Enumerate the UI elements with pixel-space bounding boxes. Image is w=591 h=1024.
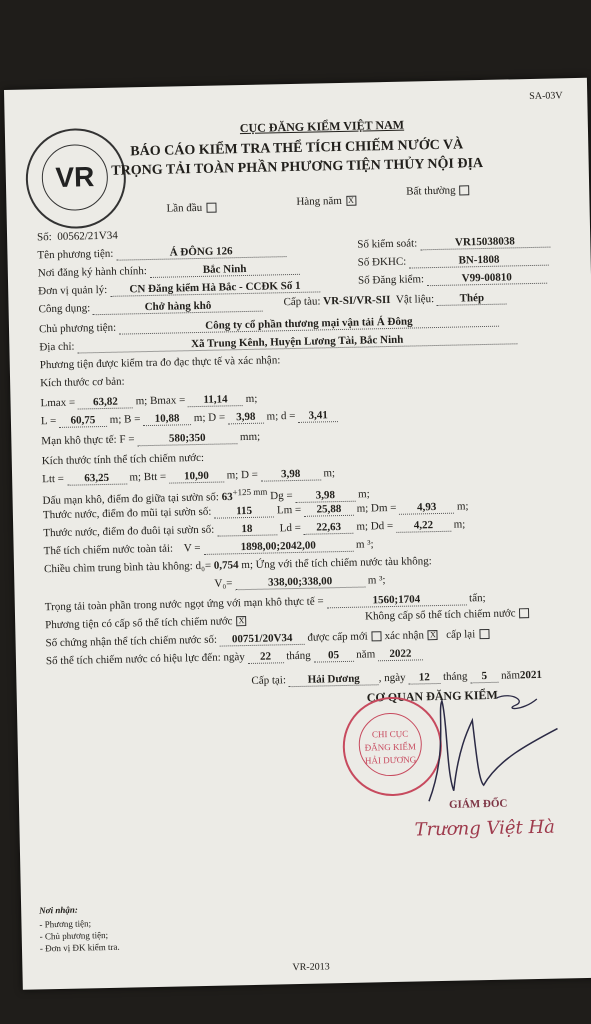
director-name: Trương Việt Hà <box>414 816 556 841</box>
recipient-item: - Đơn vị ĐK kiểm tra. <box>39 941 120 954</box>
doc-number-row: Số: 00562/21V34 <box>36 229 118 244</box>
volume-row: Thể tích chiếm nước toàn tải: V = 1898,00;2042,00 m ³; <box>43 538 374 558</box>
address-row: Địa chỉ: Xã Trung Kênh, Huyện Lương Tài, Bắc Ninh <box>39 331 517 354</box>
check-irregular: Bất thường <box>406 184 470 197</box>
material: Thép <box>437 292 507 306</box>
measured-note: Phương tiện được kiểm tra đo đạc thực tế và xác nhận: <box>39 354 281 372</box>
check-annual: Hàng năm X <box>296 195 356 208</box>
btt-value: 10,90 <box>169 469 224 483</box>
managing-unit: CN Đăng kiểm Hà Bắc - CCĐK Số 1 <box>110 279 320 296</box>
d-value: 3,98 <box>228 411 264 425</box>
title-line-2: TRỌNG TẢI TOÀN PHẦN PHƯƠNG TIỆN THỦY NỘI ĐỊA <box>111 155 484 179</box>
valid-month: 05 <box>313 649 353 663</box>
stern-frame: 18 <box>217 522 277 536</box>
vessel-class: VR-SI/VR-SII <box>323 293 391 308</box>
control-no-row: Số kiểm soát: VR15038038 <box>357 235 550 252</box>
ltt-value: 63,25 <box>67 472 127 486</box>
signature-scribble <box>397 688 569 812</box>
freeboard-mid-row: Dấu mạn khô, điểm đo giữa tại sườn số: $63^{+125 mm}$ Dg = 3,98 m; <box>42 486 370 507</box>
control-no: VR15038038 <box>420 235 550 251</box>
no-book-row: Không cấp sổ thể tích chiếm nước <box>365 607 530 622</box>
mean-draft-row: Chiều chìm trung bình tàu không: d₀= 0,754 m; Ứng với thể tích chiếm nước tàu không: <box>43 555 432 576</box>
deadweight-row: Trọng tải toàn phần trong nước ngọt ứng với mạn khô thực tế = 1560;1704 tấn; <box>44 592 486 614</box>
has-book-box[interactable]: X <box>236 617 246 627</box>
admin-reg-row: Nơi đăng ký hành chính: Bắc Ninh <box>38 262 300 280</box>
has-book-row: Phương tiện có cấp sổ thể tích chiếm nước X <box>45 615 247 631</box>
issue-place: Hải Dương <box>289 672 379 687</box>
issue-month: 5 <box>470 670 498 684</box>
valid-year: 2022 <box>378 647 423 661</box>
recipient-item: - Phương tiện; <box>39 918 92 930</box>
cert-row: Số chứng nhận thể tích chiếm nước số: 00751/20V34 được cấp mới xác nhận X cấp lại <box>45 628 489 650</box>
issue-day: 12 <box>408 671 440 685</box>
basic-dims-label: Kích thước cơ bản: <box>40 375 125 390</box>
valid-day: 22 <box>247 650 283 664</box>
vr-logo-mark: VR <box>41 144 108 211</box>
cert-number: 00751/20V34 <box>220 632 305 647</box>
dm-value: 4,93 <box>399 501 454 515</box>
empty-volume: 338,00;338,00 <box>235 575 365 591</box>
recipient-item: - Chủ phương tiện; <box>39 930 109 942</box>
calc-dims-label: Kích thước tính thể tích chiếm nước: <box>41 451 205 468</box>
dd-value: 4,22 <box>396 519 451 533</box>
check-first-box[interactable] <box>206 203 216 213</box>
calc-dims-row: Ltt = 63,25 m; Btt = 10,90 m; D = 3,98 m; <box>42 467 336 486</box>
doc-number: 00562/21V34 <box>57 229 118 243</box>
unit-row: Đơn vị quản lý: CN Đăng kiểm Hà Bắc - CCĐK Số 1 <box>38 279 320 298</box>
usage: Chở hàng khô <box>93 299 263 316</box>
vessel-owner: Công ty cổ phần thương mại vận tải Á Đông <box>119 314 499 335</box>
v0-row: V₀= 338,00;338,00 m ³; <box>214 574 386 590</box>
freeboard-mid-frame: 63 <box>221 490 233 504</box>
d2-value: 3,98 <box>261 467 321 481</box>
reg-no-row: Số Đăng kiểm: V99-00810 <box>358 271 547 288</box>
lm-value: 25,88 <box>304 503 354 517</box>
freeboard-row: Mạn khô thực tế: F = 580;350 mm; <box>41 430 261 448</box>
lmax-value: 63,82 <box>78 395 133 409</box>
dkhc-number: BN-1808 <box>409 253 549 269</box>
owner-address: Xã Trung Kênh, Huyện Lương Tài, Bắc Ninh <box>77 331 517 353</box>
check-annual-box[interactable]: X <box>346 196 356 206</box>
check-irregular-box[interactable] <box>459 186 469 196</box>
cert-confirm-box[interactable]: X <box>428 631 438 641</box>
authority-title: CƠ QUAN ĐĂNG KIỂM <box>366 687 498 705</box>
draft-value: 3,41 <box>298 409 338 423</box>
registration-number: V99-00810 <box>427 271 547 287</box>
bmax-value: 11,14 <box>188 393 243 407</box>
director-title: GIÁM ĐỐC <box>448 797 508 811</box>
class-row: Cấp tàu: VR-SI/VR-SII Vật liệu: Thép <box>283 292 507 310</box>
main-dims-row: L = 60,75 m; B = 10,88 m; D = 3,98 m; d = 3,41 <box>41 409 338 428</box>
valid-row: Sổ thể tích chiếm nước có hiệu lực đến: ngày 22 tháng 05 năm 2022 <box>46 647 423 668</box>
issue-year: 2021 <box>519 668 543 682</box>
draft-stern-row: Thước nước, điểm đo đuôi tại sườn số: 18 Ld = 22,63 m; Dd = 4,22 m; <box>43 518 466 540</box>
org-name: CỤC ĐĂNG KIỂM VIỆT NAM <box>239 117 405 136</box>
full-load-volume: 1898,00;2042,00 <box>203 539 353 555</box>
usage-row: Công dụng: Chở hàng khô <box>38 299 263 317</box>
draft-bow-row: Thước nước, điểm đo mũi tại sườn số: 115 Lm = 25,88 m; Dm = 4,93 m; <box>42 500 469 522</box>
stamp-inner: CHI CỤC ĐĂNG KIỂM HẢI DƯƠNG <box>358 712 422 776</box>
vessel-name: Á ĐÔNG 126 <box>116 244 286 261</box>
owner-row: Chủ phương tiện: Công ty cổ phần thương mại vận tải Á Đông <box>39 314 499 337</box>
dkhc-row: Số ĐKHC: BN-1808 <box>358 253 550 270</box>
freeboard-mid-offset: +125 mm <box>232 486 268 498</box>
check-first: Lần đầu <box>166 202 216 215</box>
cert-reissue-box[interactable] <box>479 629 489 639</box>
l-value: 60,75 <box>59 414 107 428</box>
mean-draft-value: 0,754 <box>213 559 239 572</box>
title-line-1: BÁO CÁO KIỂM TRA THỂ TÍCH CHIẾM NƯỚC VÀ <box>130 137 464 160</box>
inspection-report-sheet <box>4 78 591 990</box>
lmax-row: Lmax = 63,82 m; Bmax = 11,14 m; <box>40 392 258 410</box>
no-book-box[interactable] <box>519 609 529 619</box>
cert-new-box[interactable] <box>372 632 382 642</box>
freeboard-value: 580;350 <box>137 431 237 446</box>
ld-value: 22,63 <box>304 521 354 535</box>
bow-frame: 115 <box>214 504 274 518</box>
dg-value: 3,98 <box>295 488 355 502</box>
issue-row: Cấp tại: Hải Dương , ngày 12 tháng 5 năm2021 <box>251 668 543 687</box>
form-code: SA-03V <box>529 90 563 103</box>
b-value: 10,88 <box>143 412 191 426</box>
vessel-name-row: Tên phương tiện: Á ĐÔNG 126 <box>37 244 286 262</box>
admin-reg: Bắc Ninh <box>150 262 300 278</box>
deadweight-value: 1560;1704 <box>326 592 466 608</box>
recipients-label: Nơi nhận: <box>39 904 78 916</box>
footer-code: VR-2013 <box>292 961 330 974</box>
